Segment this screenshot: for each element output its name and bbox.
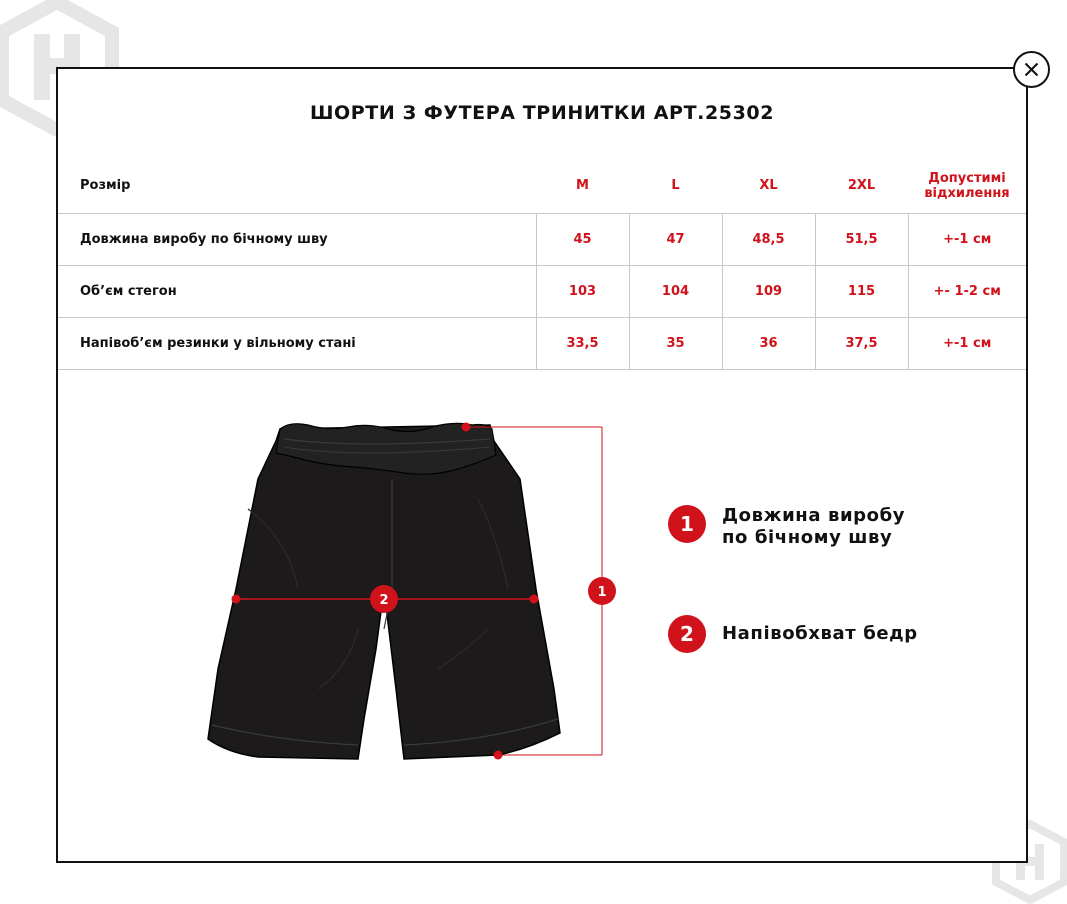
measure-point (494, 751, 503, 760)
close-button[interactable] (1013, 51, 1050, 88)
header-tolerance-text: Допустимі відхилення (924, 170, 1010, 201)
measure-point (530, 595, 539, 604)
legend-number: 1 (668, 505, 706, 543)
close-icon (1024, 62, 1039, 77)
shorts-diagram (58, 69, 1026, 861)
cell-value: 33,5 (536, 317, 629, 369)
marker-2-label: 2 (379, 593, 389, 608)
row-label: Довжина виробу по бічному шву (80, 231, 328, 247)
cell-value: 45 (536, 213, 629, 265)
cell-value: 47 (629, 213, 722, 265)
cell-value: 51,5 (815, 213, 908, 265)
cell-value: 115 (815, 265, 908, 317)
legend-text: Довжина виробу по бічному шву (722, 505, 906, 548)
cell-value: 103 (536, 265, 629, 317)
cell-value: 37,5 (815, 317, 908, 369)
cell-value: 48,5 (722, 213, 815, 265)
measure-point (232, 595, 241, 604)
marker-1-label: 1 (597, 585, 607, 600)
modal-title: ШОРТИ З ФУТЕРА ТРИНИТКИ АРТ.25302 (309, 102, 775, 124)
header-size-xl: XL (759, 178, 778, 194)
cell-tolerance: +-1 см (908, 213, 1026, 265)
cell-value: 109 (722, 265, 815, 317)
header-size-2xl: 2XL (847, 178, 876, 194)
legend-item-1 (668, 505, 905, 549)
cell-tolerance: +- 1-2 см (908, 265, 1026, 317)
header-size-label: Розмір (80, 178, 131, 194)
row-label: Напівоб’єм резинки у вільному стані (80, 335, 356, 351)
row-label: Об’єм стегон (80, 283, 177, 299)
header-size-l: L (671, 178, 680, 194)
cell-tolerance: +-1 см (908, 317, 1026, 369)
legend-number: 2 (668, 615, 706, 653)
cell-value: 104 (629, 265, 722, 317)
legend-item-2 (668, 615, 918, 653)
cell-value: 35 (629, 317, 722, 369)
size-chart-modal (56, 67, 1028, 863)
measure-point (462, 423, 471, 432)
legend-text: Напівобхват бедр (722, 623, 918, 644)
cell-value: 36 (722, 317, 815, 369)
header-size-m: M (576, 178, 589, 194)
